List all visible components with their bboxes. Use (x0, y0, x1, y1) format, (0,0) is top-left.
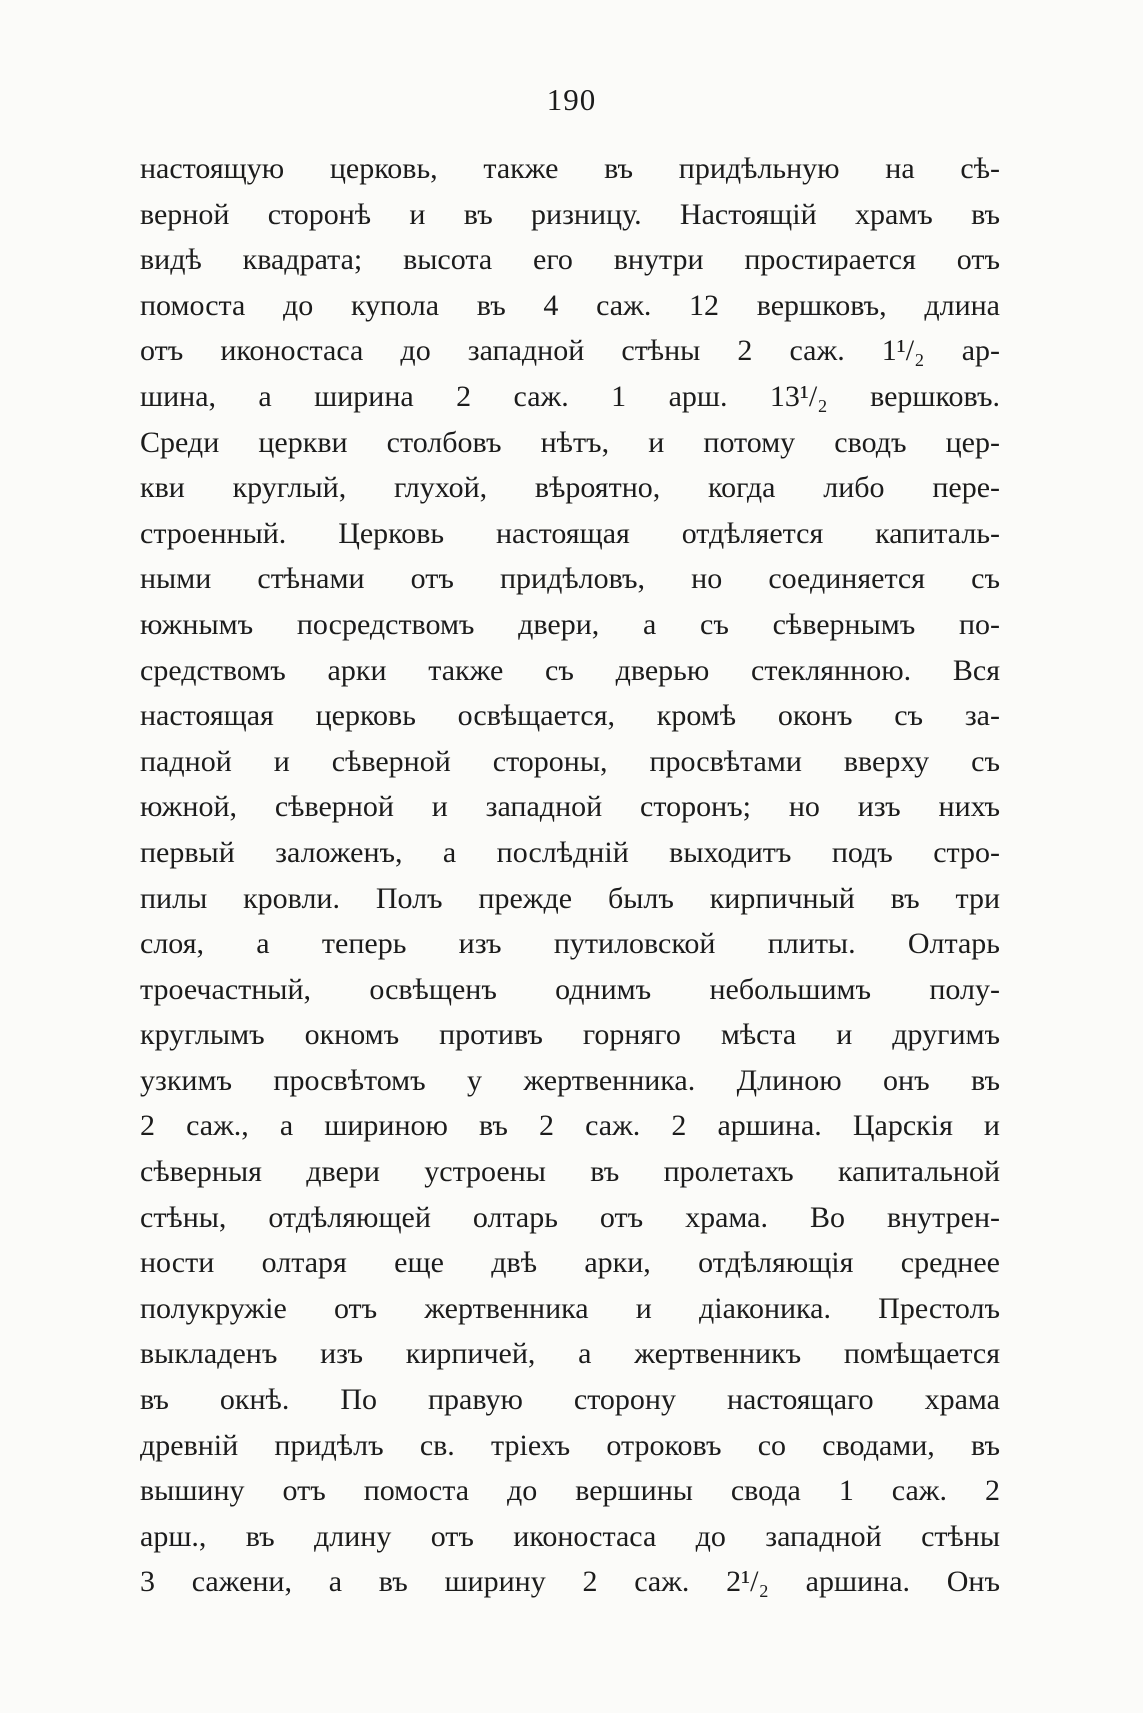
text-line: ными стѣнами отъ придѣловъ, но соединяется съ (140, 562, 1000, 596)
text-line: вышину отъ помоста до вершины свода 1 саж. 2 (140, 1474, 1000, 1508)
page-number: 190 (546, 82, 597, 117)
text-line: южной, сѣверной и западной сторонъ; но изъ нихъ (140, 790, 1000, 824)
text-line: видѣ квадрата; высота его внутри простирается отъ (140, 243, 1000, 277)
text-line: настоящую церковь, также въ придѣльную на сѣ- (140, 152, 1000, 185)
text-line: круглымъ окномъ противъ горняго мѣста и другимъ (140, 1018, 1000, 1052)
text-line: Среди церкви столбовъ нѣтъ, и потому сводъ цер- (140, 425, 1000, 459)
text-line: настоящая церковь освѣщается, кромѣ оконъ съ за- (140, 699, 1000, 733)
text-line: въ окнѣ. По правую сторону настоящаго храма (140, 1383, 1000, 1417)
text-line: выкладенъ изъ кирпичей, а жертвенникъ помѣщается (140, 1337, 1000, 1371)
text-line: арш., въ длину отъ иконостаса до западной стѣны (140, 1519, 1000, 1553)
text-line: кви круглый, глухой, вѣроятно, когда либо пере- (140, 471, 1000, 505)
text-line: шина, а ширина 2 саж. 1 арш. 13¹/₂ вершковъ. (140, 379, 1000, 413)
text-line: древній придѣлъ св. тріехъ отроковъ со сводами, въ (140, 1428, 1000, 1462)
text-line: средствомъ арки также съ дверью стеклянною. Вся (140, 653, 1000, 687)
text-line: троечастный, освѣщенъ однимъ небольшимъ полу- (140, 972, 1000, 1006)
text-line: 3 сажени, а въ ширину 2 саж. 2¹/₂ аршина. Онъ (140, 1565, 1000, 1599)
text-line: ности олтаря еще двѣ арки, отдѣляющія среднее (140, 1246, 1000, 1280)
text-line: узкимъ просвѣтомъ у жертвенника. Длиною онъ въ (140, 1063, 1000, 1097)
text-line: помоста до купола въ 4 саж. 12 вершковъ, длина (140, 288, 1000, 322)
text-line: южнымъ посредствомъ двери, а съ сѣвернымъ по- (140, 607, 1000, 641)
body-text (140, 146, 1000, 1605)
text-line: сѣверныя двери устроены въ пролетахъ капитальной (140, 1155, 1000, 1189)
text-line: 2 саж., а шириною въ 2 саж. 2 аршина. Царскія и (140, 1109, 1000, 1143)
text-line: верной сторонѣ и въ ризницу. Настоящій храмъ въ (140, 197, 1000, 231)
text-line: слоя, а теперь изъ путиловской плиты. Олтарь (140, 927, 1000, 961)
text-line: полукружіе отъ жертвенника и діаконика. Престолъ (140, 1291, 1000, 1325)
text-line: строенный. Церковь настоящая отдѣляется капиталь- (140, 516, 1000, 550)
text-line: отъ иконостаса до западной стѣны 2 саж. 1¹/₂ ар- (140, 334, 1000, 368)
text-line: стѣны, отдѣляющей олтарь отъ храма. Во внутрен- (140, 1200, 1000, 1234)
text-line: падной и сѣверной стороны, просвѣтами вверху съ (140, 744, 1000, 778)
text-line: первый заложенъ, а послѣдній выходитъ подъ стро- (140, 835, 1000, 869)
text-line: пилы кровли. Полъ прежде былъ кирпичный въ три (140, 881, 1000, 915)
